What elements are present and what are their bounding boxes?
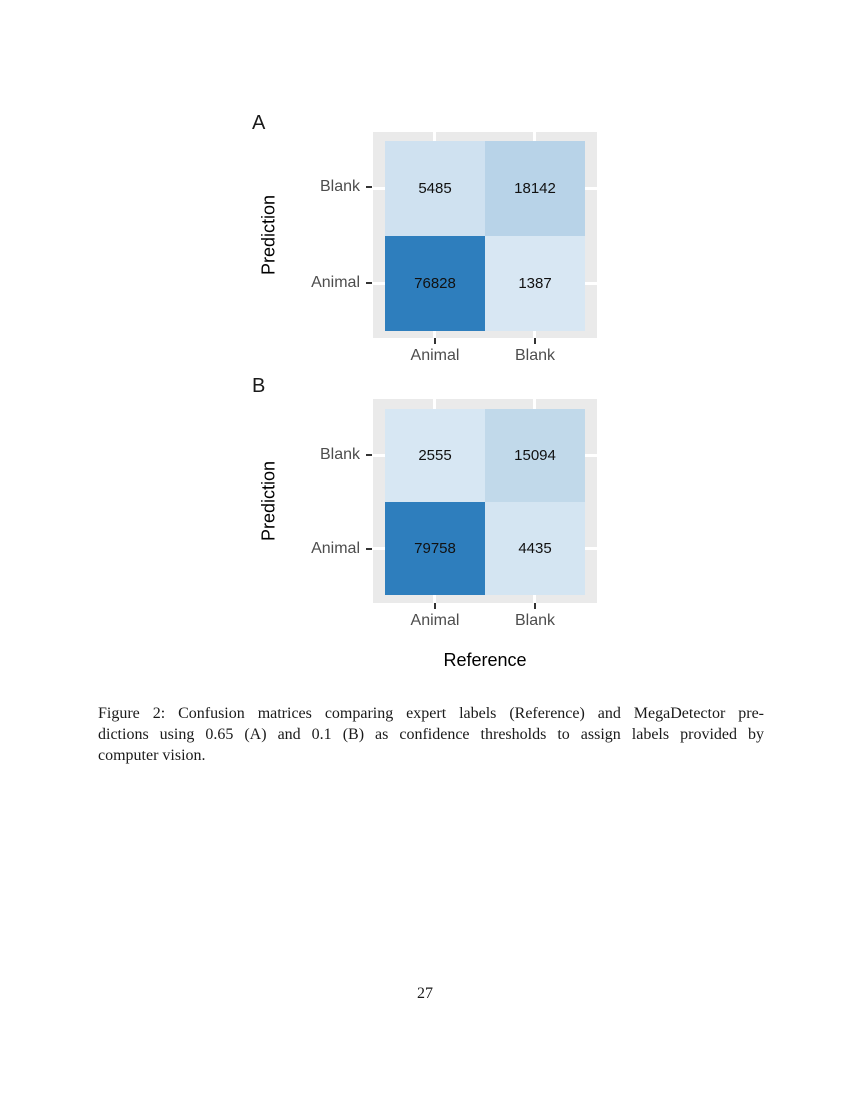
matrix-cell-b-animal-blank <box>485 502 585 595</box>
matrix-cell-a-animal-blank <box>485 236 585 331</box>
figure-caption <box>98 703 764 766</box>
x-tick-a-2 <box>534 338 536 344</box>
matrix-cell-b-blank-blank <box>485 409 585 502</box>
cell-value: 18142 <box>514 180 556 197</box>
y-tick-a-2 <box>366 282 372 284</box>
confusion-matrix-panel-a <box>373 132 597 338</box>
matrix-cell-a-blank-animal <box>385 141 485 236</box>
cell-value: 15094 <box>514 447 556 464</box>
matrix-cell-b-animal-animal <box>385 502 485 595</box>
x-axis-title: Reference <box>443 650 527 670</box>
y-tick-label-b-blank: Blank <box>319 446 360 463</box>
matrix-tiles-a <box>385 141 585 331</box>
caption-line: computer vision. <box>98 747 206 764</box>
page-number: 27 <box>417 985 433 1002</box>
x-tick-label-b-blank: Blank <box>514 612 556 629</box>
confusion-matrix-panel-b <box>373 399 597 603</box>
matrix-cell-b-blank-animal <box>385 409 485 502</box>
y-axis-title-b: Prediction <box>258 460 279 542</box>
panel-tag-a: A <box>252 112 266 134</box>
x-tick-label-b-animal: Animal <box>410 612 460 629</box>
y-tick-label-a-blank: Blank <box>319 178 360 195</box>
cell-value: 2555 <box>418 447 452 464</box>
panel-tag-b: B <box>252 375 266 397</box>
x-tick-b-2 <box>534 603 536 609</box>
y-tick-a-1 <box>366 186 372 188</box>
x-tick-label-a-blank: Blank <box>514 347 556 364</box>
cell-value: 4435 <box>518 540 552 557</box>
caption-line: dictions using 0.65 (A) and 0.1 (B) as confidence thresholds to assign labels provided by <box>98 726 764 743</box>
caption-line: Figure 2: Confusion matrices comparing expert labels (Reference) and MegaDetector pre- <box>98 705 764 722</box>
cell-value: 76828 <box>414 275 456 292</box>
x-tick-a-1 <box>434 338 436 344</box>
matrix-cell-a-blank-blank <box>485 141 585 236</box>
cell-value: 5485 <box>418 180 452 197</box>
y-tick-label-b-animal: Animal <box>311 540 360 557</box>
matrix-cell-a-animal-animal <box>385 236 485 331</box>
y-tick-b-1 <box>366 454 372 456</box>
matrix-tiles-b <box>385 409 585 595</box>
y-axis-title-a: Prediction <box>258 194 279 276</box>
y-tick-label-a-animal: Animal <box>311 274 360 291</box>
cell-value: 79758 <box>414 540 456 557</box>
cell-value: 1387 <box>518 275 552 292</box>
x-tick-b-1 <box>434 603 436 609</box>
y-tick-b-2 <box>366 548 372 550</box>
x-tick-label-a-animal: Animal <box>410 347 460 364</box>
